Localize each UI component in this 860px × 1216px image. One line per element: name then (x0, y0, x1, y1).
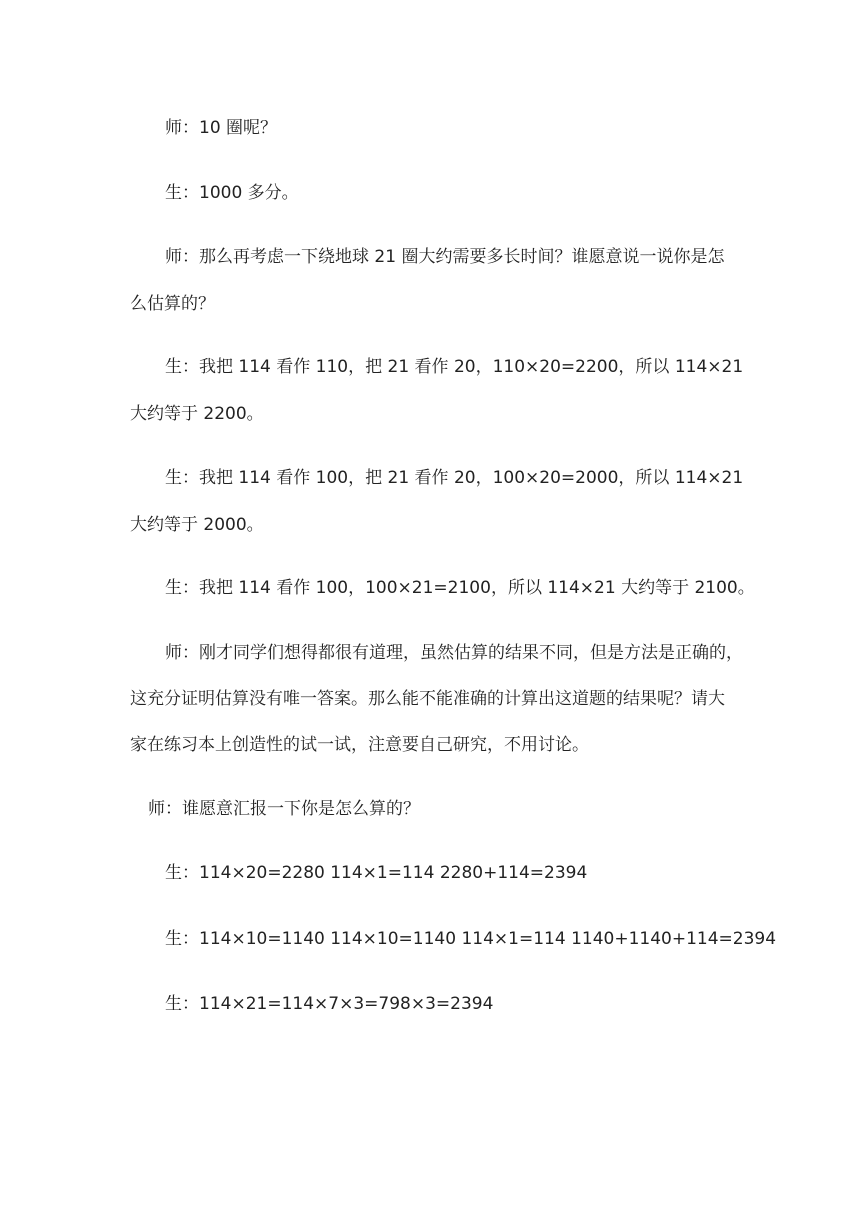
dialogue-line: 师：刚才同学们想得都很有道理，虽然估算的结果不同，但是方法是正确的， (165, 643, 743, 663)
dialogue-line: 师：谁愿意汇报一下你是怎么算的？ (148, 799, 420, 819)
dialogue-line: 生：114×10=1140 114×10=1140 114×1=114 1140+1140+114=2394 (165, 929, 777, 949)
dialogue-line: 生：114×20=2280 114×1=114 2280+114=2394 (165, 863, 588, 883)
dialogue-line: 师：10 圈呢？ (165, 118, 278, 138)
dialogue-line-continued: 家在练习本上创造性的试一试，注意要自己研究，不用讨论。 (130, 735, 589, 755)
dialogue-line-continued: 大约等于 2200。 (130, 404, 264, 424)
dialogue-line: 生：我把 114 看作 100，100×21=2100，所以 114×21 大约等于 2100。 (165, 578, 755, 598)
dialogue-line: 师：那么再考虑一下绕地球 21 圈大约需要多长时间？谁愿意说一说你是怎 (165, 247, 725, 267)
dialogue-line-continued: 这充分证明估算没有唯一答案。那么能不能准确的计算出这道题的结果呢？请大 (130, 689, 725, 709)
dialogue-line: 生：我把 114 看作 110，把 21 看作 20，110×20=2200，所以 114×21 (165, 357, 744, 377)
dialogue-line-continued: 大约等于 2000。 (130, 515, 264, 535)
dialogue-line: 生：114×21=114×7×3=798×3=2394 (165, 994, 494, 1014)
dialogue-line: 生：我把 114 看作 100，把 21 看作 20，100×20=2000，所以 114×21 (165, 468, 744, 488)
dialogue-line-continued: 么估算的？ (130, 294, 215, 314)
dialogue-line: 生：1000 多分。 (165, 183, 299, 203)
